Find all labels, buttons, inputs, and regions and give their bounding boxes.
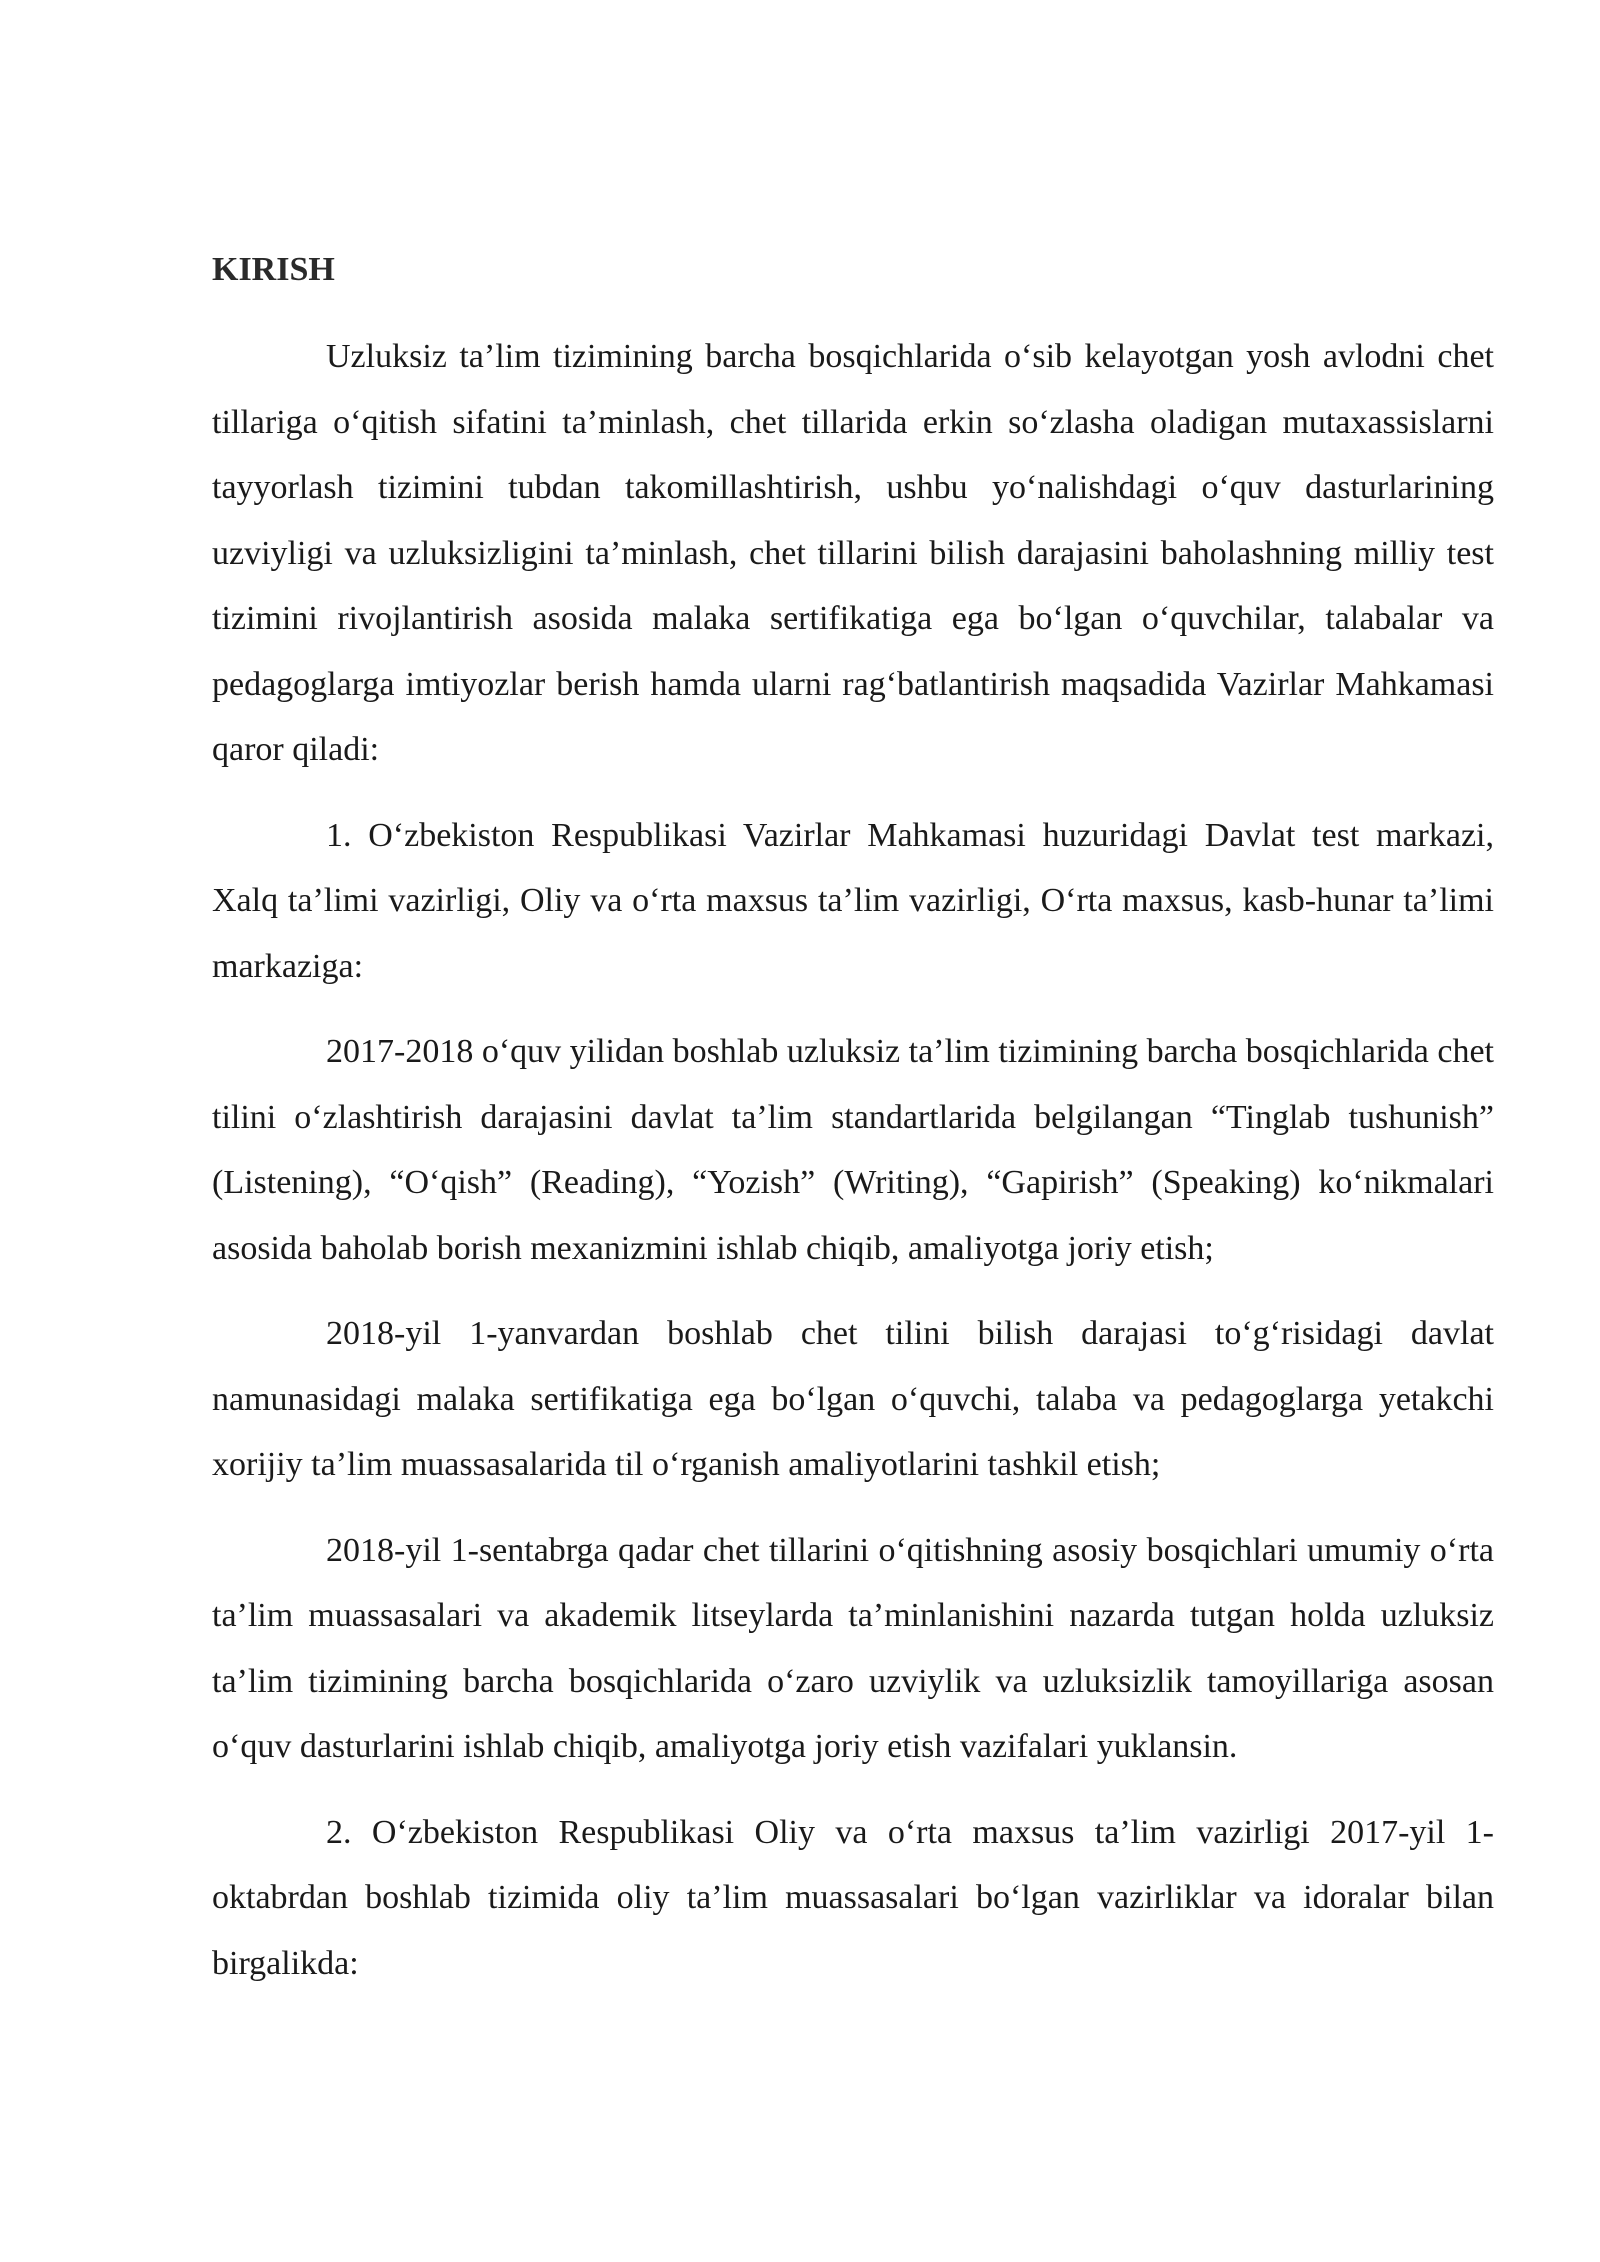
paragraph-curricula: 2018-yil 1-sentabrga qadar chet tillarini o‘qitishning asosiy bosqichlari umumiy o‘rta ta’lim muassasalari va akademik litseylarda ta’minlanishini nazarda tutgan holda uzluksiz ta’lim tizimining barcha bosqichlarida o‘zaro uzviylik va uzluksizlik tamoyillariga asosan o‘quv dasturlarini ishlab chiqib, amaliyotga joriy etish vazifalari yuklansin.: [212, 1531, 1494, 1765]
paragraph-certificate: 2018-yil 1-yanvardan boshlab chet tilini bilish darajasi to‘g‘risidagi davlat namunasidagi malaka sertifikatiga ega bo‘lgan o‘quvchi, talaba va pedagoglarga yetakchi xorijiy ta’lim muassasalarida til o‘rganish amaliyotlarini tashkil etish;: [212, 1315, 1494, 1483]
paragraph-intro: Uzluksiz ta’lim tizimining barcha bosqichlarida o‘sib kelayotgan yosh avlodni chet tillariga o‘qitish sifatini ta’minlash, chet tillarida erkin so‘zlasha oladigan mutaxassislarni tayyorlash tizimini tubdan takomillashtirish, ushbu yo‘nalishdagi o‘quv dasturlarining uzviyligi va uzluksizligini ta’minlash, chet tillarini bilish darajasini baholashning milliy test tizimini rivojlantirish asosida malaka sertifikatiga ega bo‘lgan o‘quvchilar, talabalar va pedagoglarga imtiyozlar berish hamda ularni rag‘batlantirish maqsadida Vazirlar Mahkamasi qaror qiladi:: [212, 338, 1494, 768]
paragraph-listening-reading: 2017-2018 o‘quv yilidan boshlab uzluksiz ta’lim tizimining barcha bosqichlarida chet tilini o‘zlashtirish darajasini davlat ta’lim standartlarida belgilangan “Tinglab tushunish” (Listening), “O‘qish” (Reading), “Yozish” (Writing), “Gapirish” (Speaking) ko‘nikmalari asosida baholab borish mexanizmini ishlab chiqib, amaliyotga joriy etish;: [212, 1033, 1495, 1267]
paragraph-item-2: 2. O‘zbekiston Respublikasi Oliy va o‘rta maxsus ta’lim vazirligi 2017-yil 1-oktabrdan boshlab tizimida oliy ta’lim muassasalari bo‘lgan vazirliklar va idoralar bilan birgalikda:: [212, 1813, 1494, 1982]
section-heading: KIRISH: [212, 251, 335, 288]
document-body: [212, 238, 1494, 2016]
paragraph-item-1: 1. O‘zbekiston Respublikasi Vazirlar Mahkamasi huzuridagi Davlat test markazi, Xalq ta’limi vazirligi, Oliy va o‘rta maxsus ta’lim vazirligi, O‘rta maxsus, kasb-hunar ta’limi markaziga:: [212, 816, 1494, 985]
